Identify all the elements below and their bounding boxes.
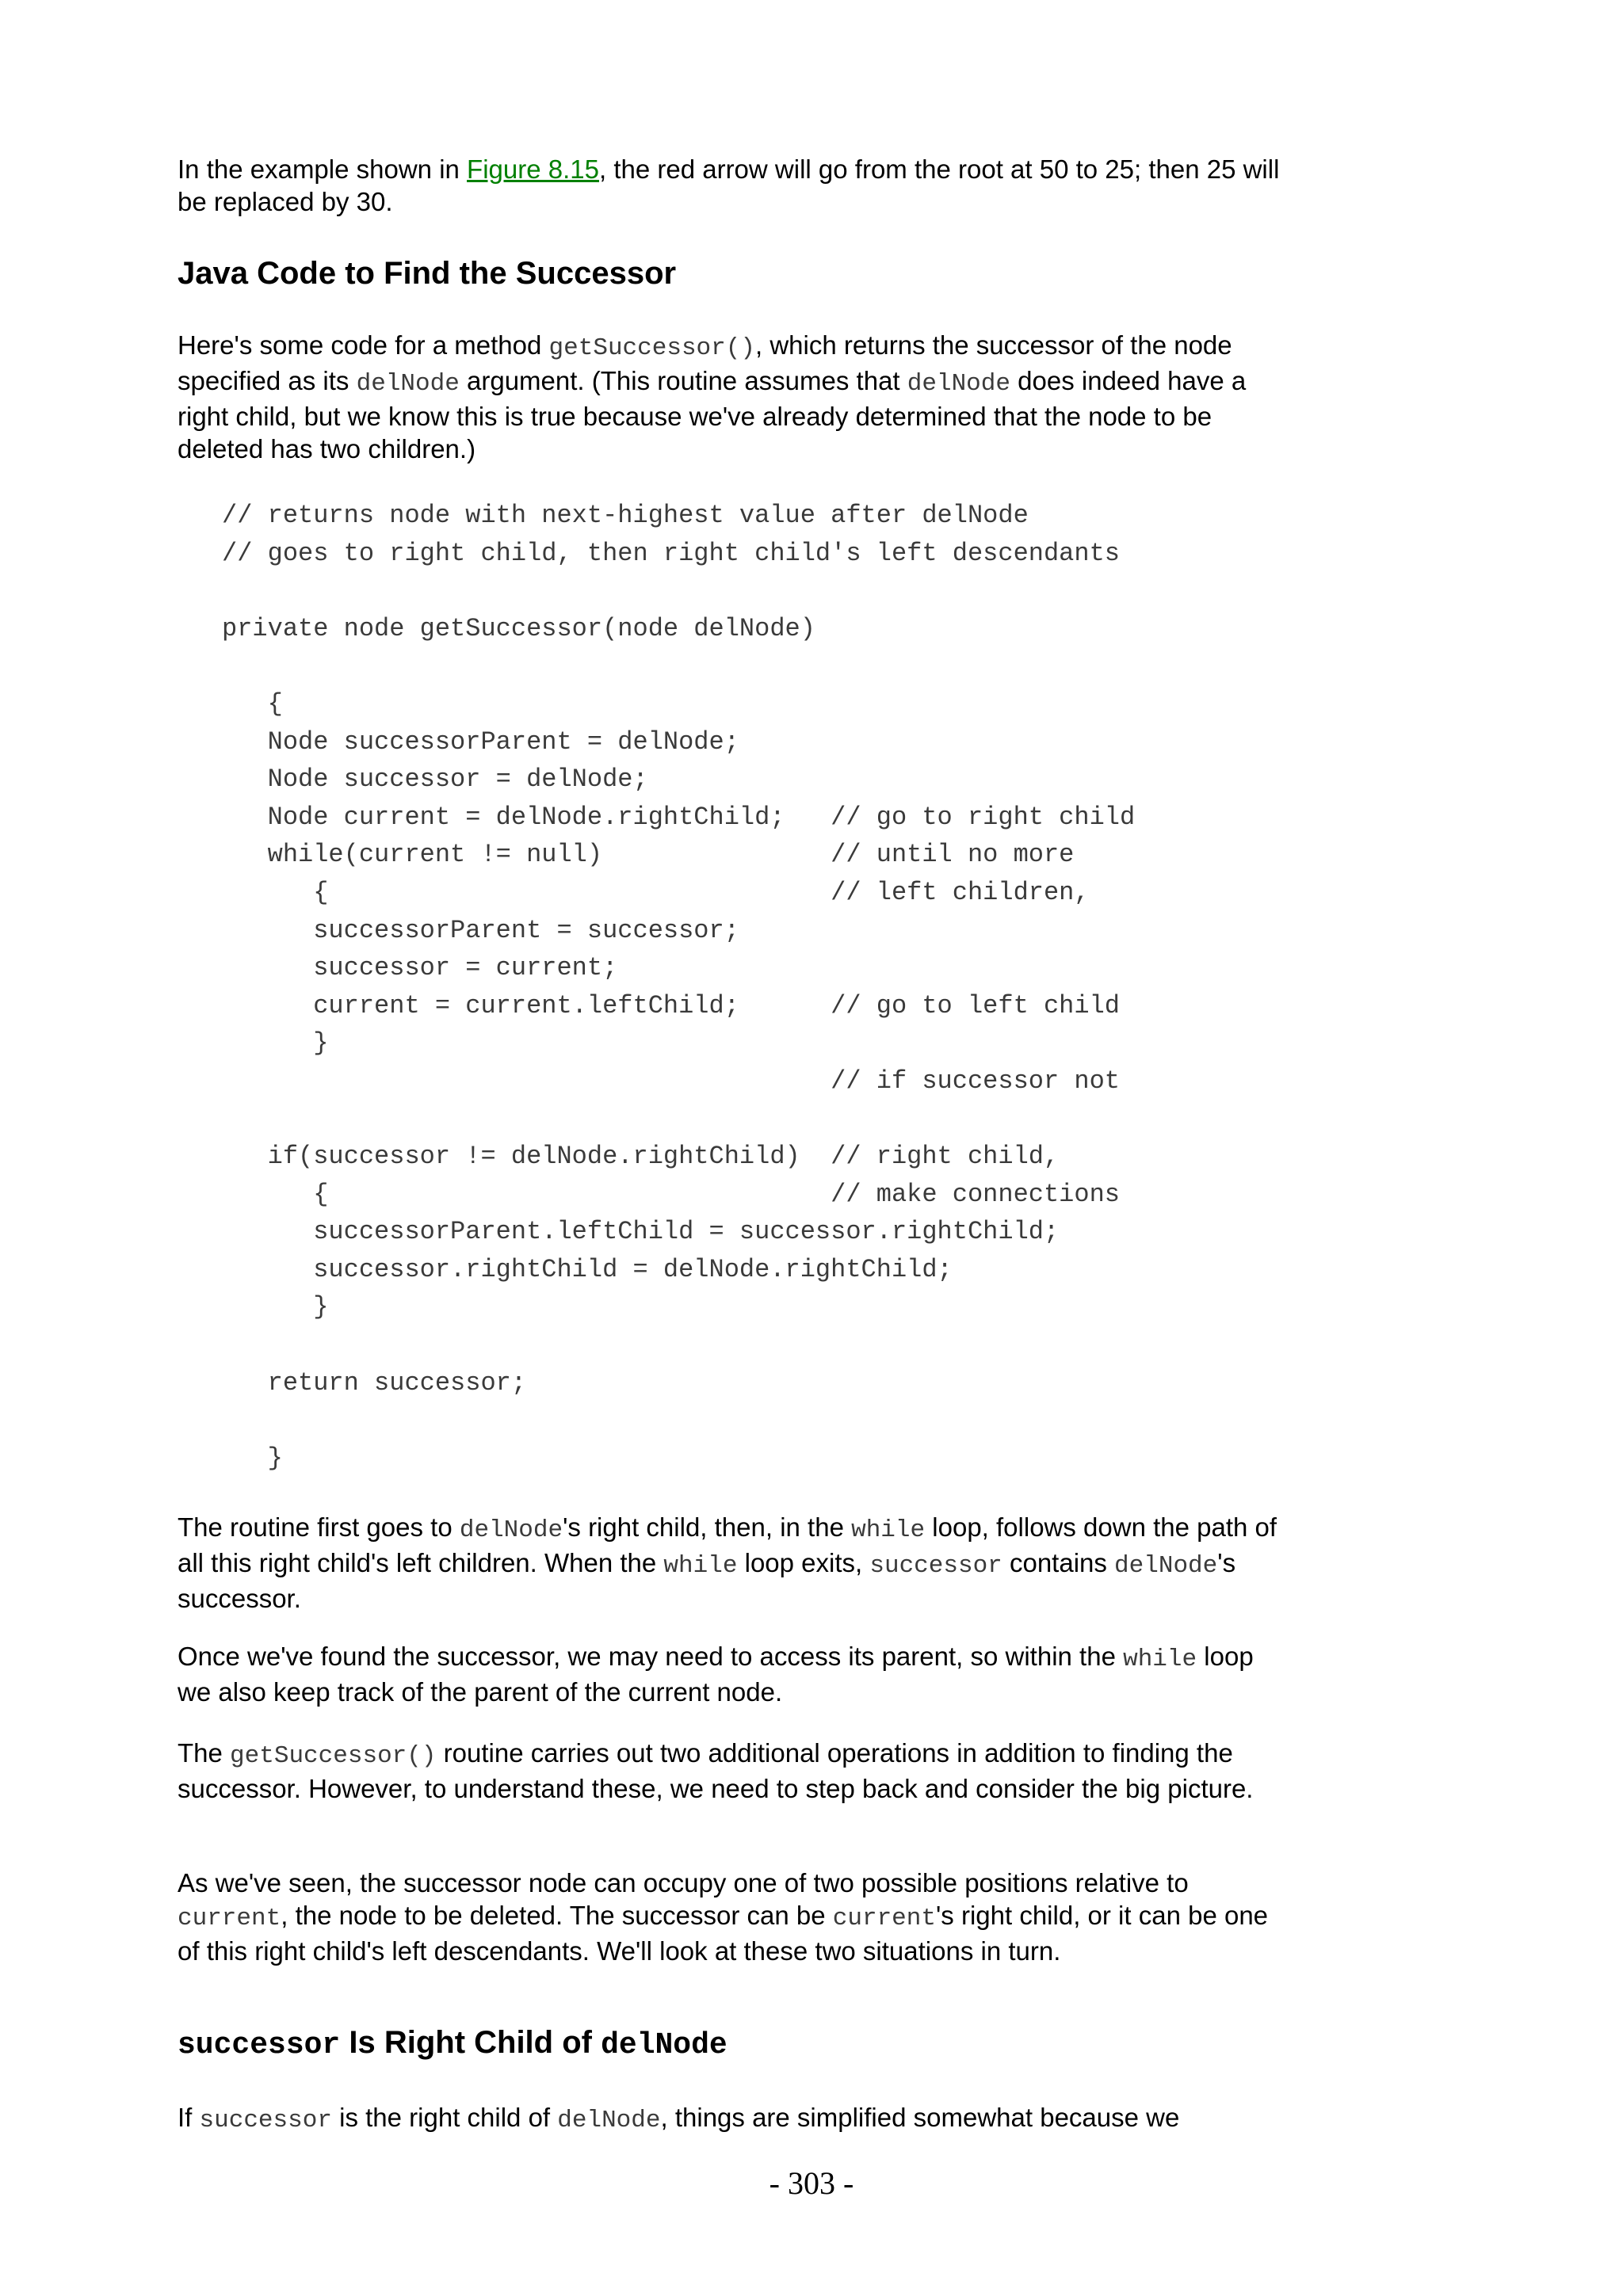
figure-link[interactable]: Figure 8.15 bbox=[467, 154, 599, 184]
code-line: private node getSuccessor(node delNode) bbox=[222, 613, 815, 643]
code-line: } bbox=[222, 1292, 329, 1322]
paragraph-additional-operations: The getSuccessor() routine carries out two additional operations in addition to finding the successor. However, to understand these, we need to step back and consider the big picture. bbox=[178, 1738, 1254, 1803]
code-line: successor = current; bbox=[222, 953, 618, 983]
code-line: { bbox=[222, 688, 283, 719]
inline-code: delNode bbox=[459, 1516, 563, 1544]
code-listing bbox=[222, 497, 1135, 1477]
code-line bbox=[222, 1402, 1135, 1440]
section-heading bbox=[178, 254, 1287, 292]
paragraph-intro-code: Here's some code for a method getSuccessor(), which returns the successor of the node specified as its delNode argument. (This routine assumes that delNode does indeed have a right child, but we know this is true because we've already determined that the node to be deleted has two children.) bbox=[178, 330, 1247, 463]
code-line bbox=[222, 572, 1135, 610]
inline-code: while bbox=[663, 1552, 738, 1580]
code-line: Node successorParent = delNode; bbox=[222, 727, 739, 757]
paragraph-routine-explanation: The routine first goes to delNode's right child, then, in the while loop, follows down the path of all this right child's left children. When the while loop exits, successor contains delNode's successor. bbox=[178, 1512, 1277, 1613]
code-line bbox=[222, 1100, 1135, 1138]
inline-code: current bbox=[178, 1905, 281, 1932]
code-line bbox=[222, 647, 1135, 685]
inline-code: delNode bbox=[356, 370, 460, 398]
inline-code: getSuccessor() bbox=[230, 1742, 437, 1770]
code-line: { // make connections bbox=[222, 1179, 1120, 1209]
code-line: Node successor = delNode; bbox=[222, 765, 648, 795]
code-line: // if successor not bbox=[222, 1066, 1120, 1096]
section-heading-2 bbox=[178, 2023, 1287, 2065]
inline-code: while bbox=[851, 1516, 926, 1544]
inline-code: delNode bbox=[1114, 1552, 1218, 1580]
code-line: // returns node with next-highest value after delNode bbox=[222, 501, 1029, 530]
inline-code: while bbox=[1123, 1646, 1197, 1673]
paragraph-right-child-case: If successor is the right child of delNode, things are simplified somewhat because we bbox=[178, 2103, 1180, 2134]
inline-code: current bbox=[832, 1905, 936, 1932]
page-number: - 303 - bbox=[769, 2165, 854, 2201]
inline-code: getSuccessor() bbox=[548, 334, 755, 362]
code-line: { // left children, bbox=[222, 877, 1090, 907]
intro-text-end: , the red arrow will go from the root at 50 to 25; then 25 will be replaced by 30. bbox=[178, 154, 1280, 216]
code-line bbox=[222, 1326, 1135, 1364]
code-line: if(successor != delNode.rightChild) // right child, bbox=[222, 1142, 1060, 1172]
inline-code: delNode bbox=[907, 370, 1010, 398]
code-line: successor.rightChild = delNode.rightChild; bbox=[222, 1254, 953, 1284]
intro-paragraph bbox=[178, 153, 1287, 218]
intro-text: In the example shown in bbox=[178, 154, 468, 184]
code-line: return successor; bbox=[222, 1367, 527, 1398]
paragraph-parent-tracking: Once we've found the successor, we may need to access its parent, so within the while loop we also keep track of the parent of the current node. bbox=[178, 1642, 1254, 1707]
paragraph-successor-positions: As we've seen, the successor node can occupy one of two possible positions relative to current, the node to be deleted. The successor can be current's right child, or it can be one of this right child's left descendants. We'll look at these two situations in turn. bbox=[178, 1868, 1269, 1966]
code-line: successorParent = successor; bbox=[222, 915, 739, 945]
heading-successor-right-child: successor Is Right Child of delNode bbox=[178, 2025, 727, 2062]
code-line: } bbox=[222, 1443, 283, 1473]
code-line: current = current.leftChild; // go to left child bbox=[222, 990, 1120, 1020]
heading-find-successor: Java Code to Find the Successor bbox=[178, 256, 677, 291]
code-line: Node current = delNode.rightChild; // go to right child bbox=[222, 802, 1136, 832]
code-line: // goes to right child, then right child's left descendants bbox=[222, 538, 1120, 568]
code-line: while(current != null) // until no more bbox=[222, 840, 1075, 870]
inline-code: successor bbox=[869, 1552, 1002, 1580]
code-line: } bbox=[222, 1028, 329, 1058]
inline-code: successor bbox=[199, 2107, 332, 2134]
code-line: successorParent.leftChild = successor.rightChild; bbox=[222, 1217, 1060, 1247]
inline-code: delNode bbox=[557, 2107, 661, 2134]
